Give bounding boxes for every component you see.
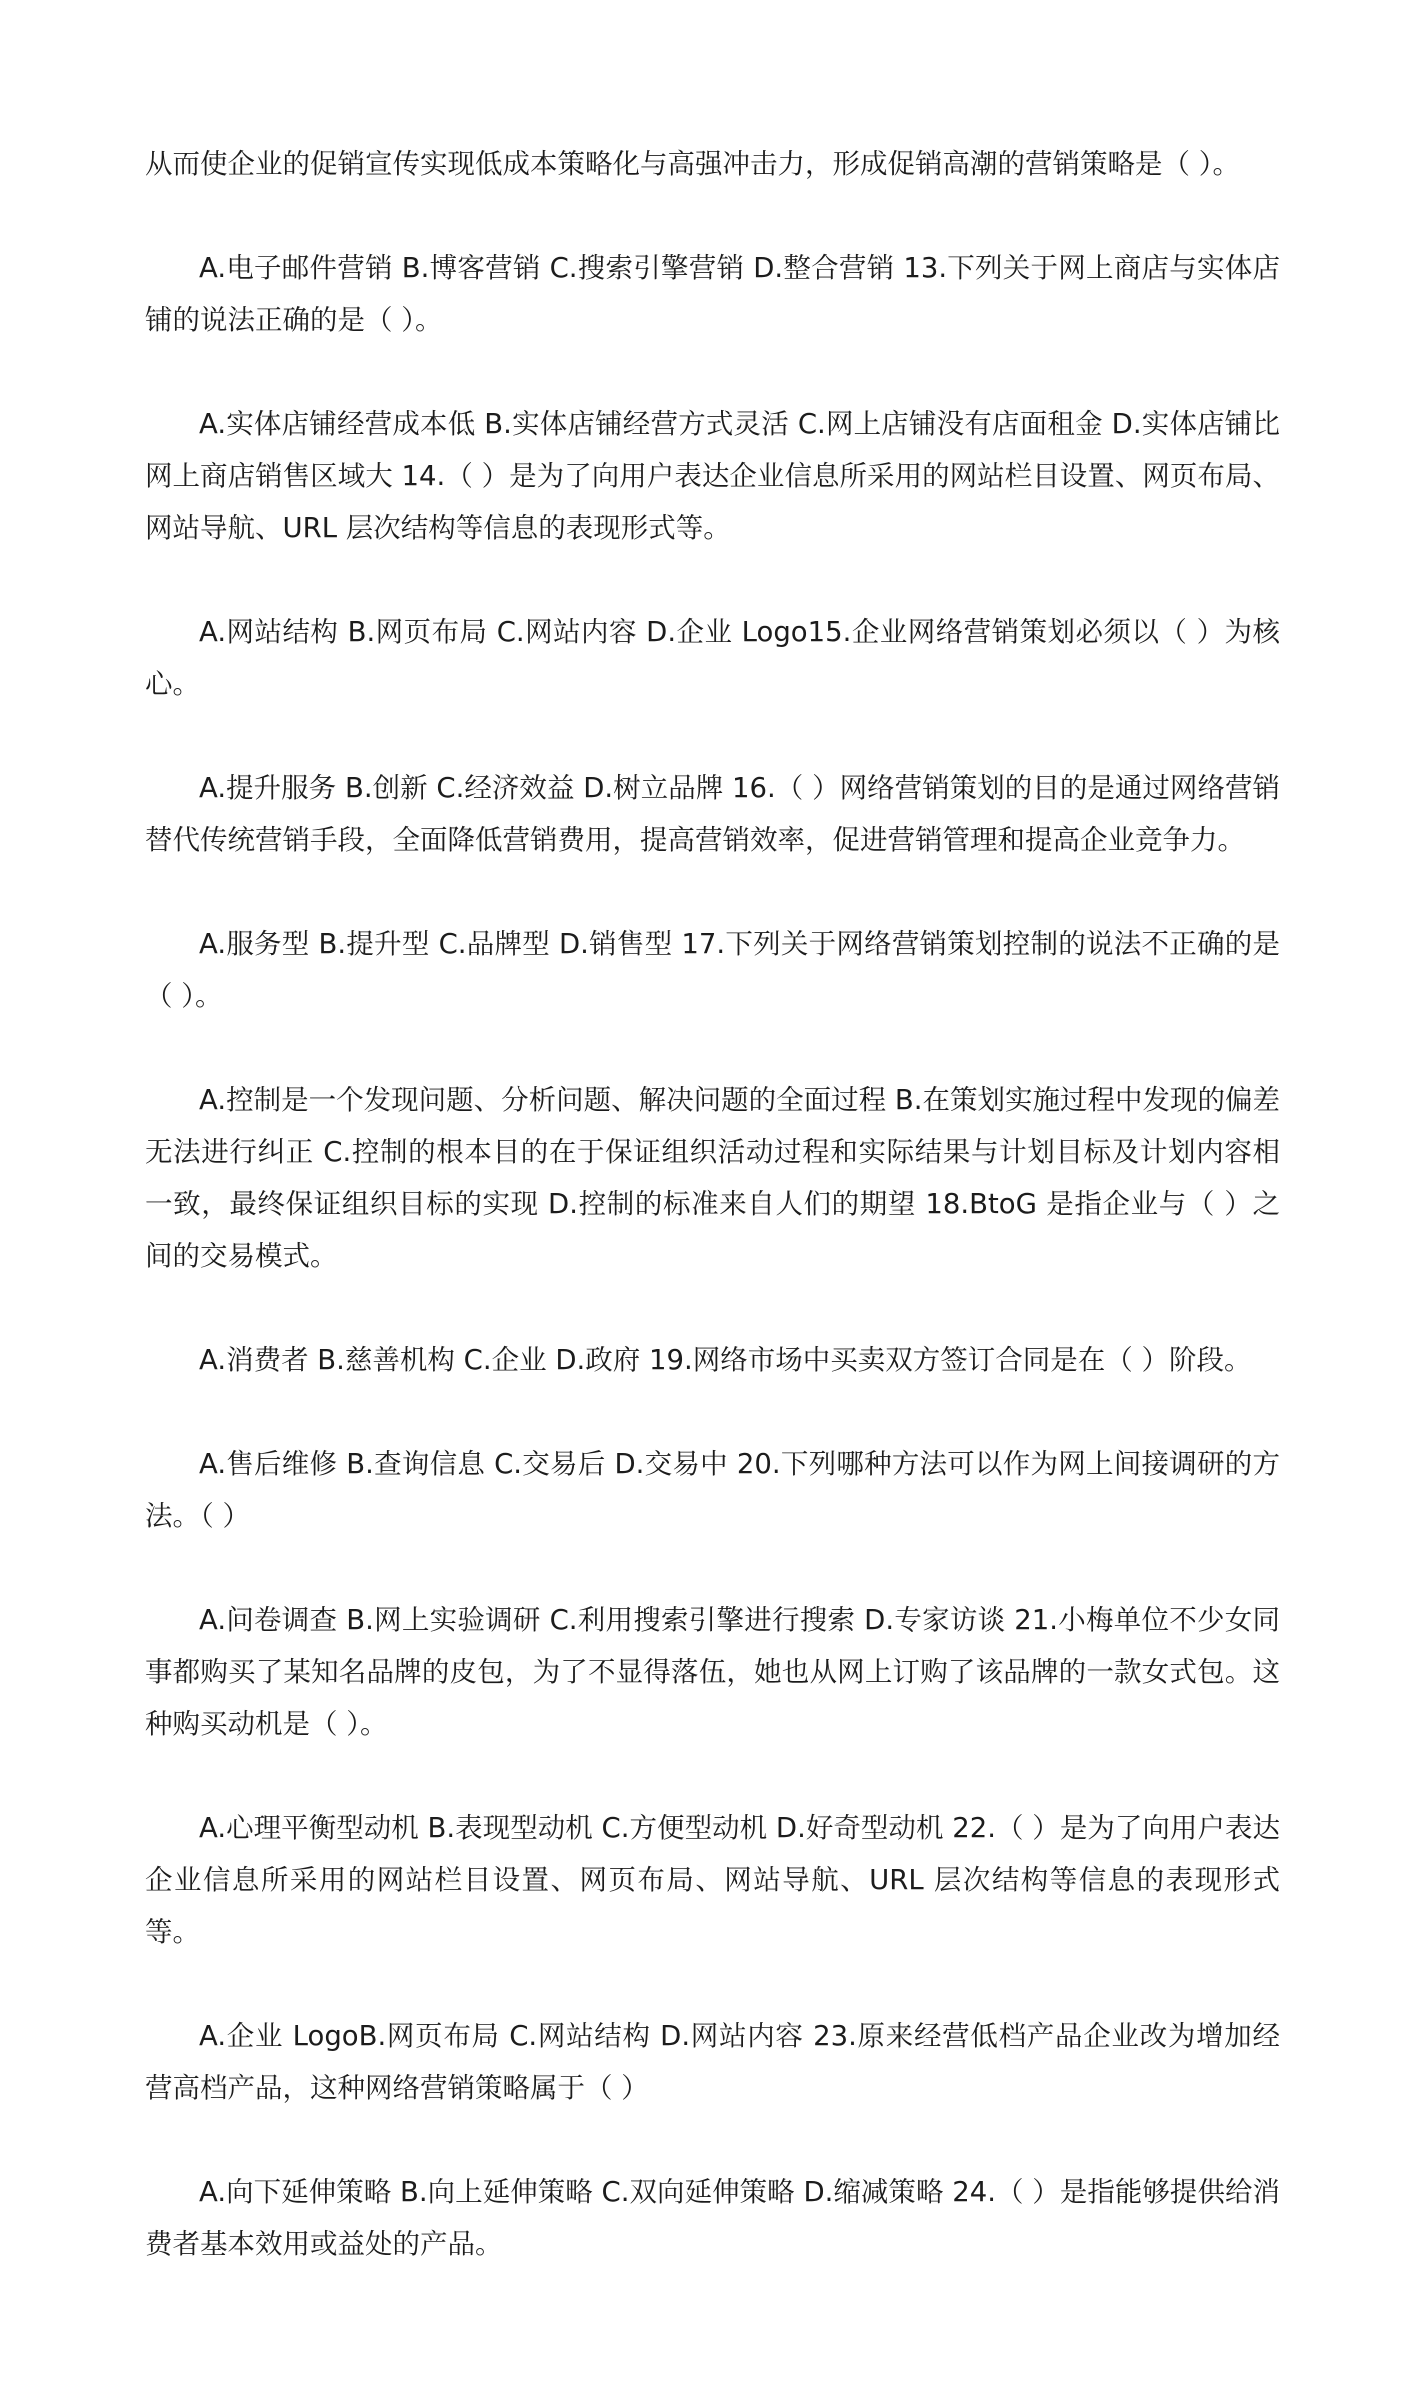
- paragraph-options-14-question-15: A.网站结构 B.网页布局 C.网站内容 D.企业 Logo15.企业网络营销策划必须以（ ）为核心。: [145, 616, 1280, 700]
- paragraph-options-12-question-13: A.电子邮件营销 B.博客营销 C.搜索引擎营销 D.整合营销 13.下列关于网上商店与实体店铺的说法正确的是（ ）。: [145, 252, 1280, 336]
- document-page: [145, 138, 1280, 2322]
- paragraph-options-22-question-23: A.企业 LogoB.网页布局 C.网站结构 D.网站内容 23.原来经营低档产品企业改为增加经营高档产品，这种网络营销策略属于（ ）: [145, 2020, 1280, 2104]
- paragraph-options-15-question-16: A.提升服务 B.创新 C.经济效益 D.树立品牌 16.（ ）网络营销策划的目的是通过网络营销替代传统营销手段，全面降低营销费用，提高营销效率，促进营销管理和提高企业竞争力。: [145, 772, 1280, 856]
- paragraph-options-17-question-18: A.控制是一个发现问题、分析问题、解决问题的全面过程 B.在策划实施过程中发现的偏差无法进行纠正 C.控制的根本目的在于保证组织活动过程和实际结果与计划目标及计划内容相一致，最终保证组织目标的实现 D.控制的标准来自人们的期望 18.BtoG 是指企业与（ ）之间的交易模式。: [145, 1084, 1280, 1272]
- paragraph-options-19-question-20: A.售后维修 B.查询信息 C.交易后 D.交易中 20.下列哪种方法可以作为网上间接调研的方法。（ ）: [145, 1448, 1280, 1532]
- paragraph-options-18-question-19: A.消费者 B.慈善机构 C.企业 D.政府 19.网络市场中买卖双方签订合同是在（ ）阶段。: [199, 1344, 1252, 1376]
- paragraph-options-13-question-14: A.实体店铺经营成本低 B.实体店铺经营方式灵活 C.网上店铺没有店面租金 D.实体店铺比网上商店销售区域大 14.（ ）是为了向用户表达企业信息所采用的网站栏目设置、网页布局、网站导航、URL 层次结构等信息的表现形式等。: [145, 408, 1280, 544]
- paragraph-options-16-question-17: A.服务型 B.提升型 C.品牌型 D.销售型 17.下列关于网络营销策划控制的说法不正确的是（ ）。: [145, 928, 1280, 1012]
- paragraph-options-23-question-24: A.向下延伸策略 B.向上延伸策略 C.双向延伸策略 D.缩减策略 24.（ ）是指能够提供给消费者基本效用或益处的产品。: [145, 2176, 1280, 2260]
- paragraph-question-12-stem: 从而使企业的促销宣传实现低成本策略化与高强冲击力，形成促销高潮的营销策略是（ ）。: [145, 148, 1240, 180]
- paragraph-options-21-question-22: A.心理平衡型动机 B.表现型动机 C.方便型动机 D.好奇型动机 22.（ ）是为了向用户表达企业信息所采用的网站栏目设置、网页布局、网站导航、URL 层次结构等信息的表现形式等。: [145, 1812, 1280, 1948]
- paragraph-options-20-question-21: A.问卷调查 B.网上实验调研 C.利用搜索引擎进行搜索 D.专家访谈 21.小梅单位不少女同事都购买了某知名品牌的皮包，为了不显得落伍，她也从网上订购了该品牌的一款女式包。这种购买动机是（ ）。: [145, 1604, 1280, 1740]
